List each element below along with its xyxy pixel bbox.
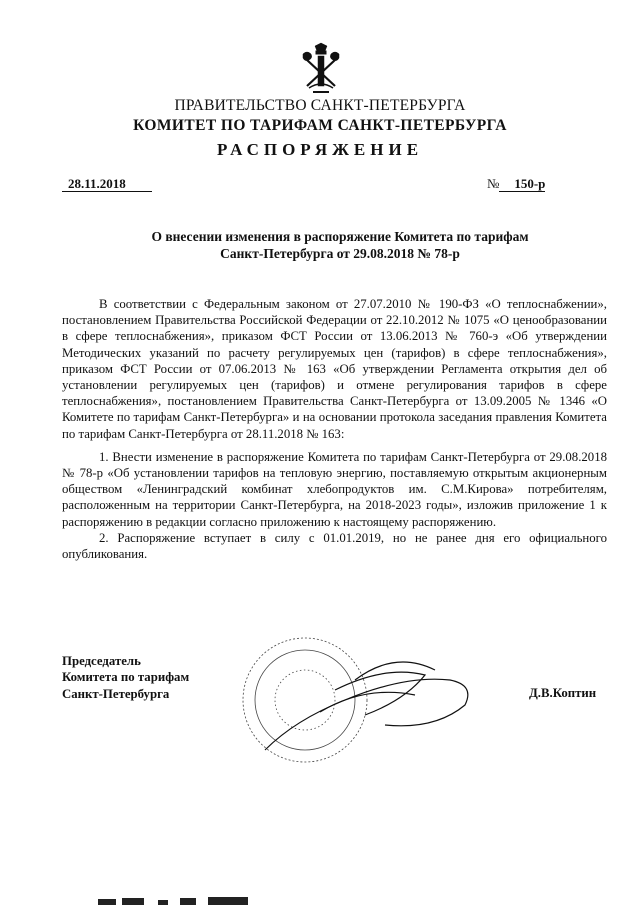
signatory-title-line-1: Председатель (62, 654, 141, 668)
coat-of-arms-icon (295, 42, 347, 94)
document-subject (60, 228, 620, 262)
signatory-name: Д.В.Коптин (529, 686, 597, 700)
signatory-title-line-2: Комитета по тарифам (62, 670, 190, 685)
document-date: 28.11.2018 (62, 176, 152, 192)
preamble-paragraph: В соответствии с Федеральным законом от 27.07.2010 № 190-ФЗ «О теплоснабжении», постановлением Правительства Российской Федерации от 22.10.2012 № 1075 «О ценообразовании в сфере теплоснабжения», приказом ФСТ России от 13.06.2013 № 760-э «Об утверждении Методических указаний по расчету регулируемых цен (тарифов) в сфере теплоснабжения», приказом ФСТ России от 07.06.2013 № 163 «Об утверждении Регламента открытия дел об установлении регулируемых цен (тарифов) и отмене регулирования тарифов в сфере теплоснабжения», постановлением Правительства Санкт-Петербурга от 13.09.2005 № 1346 «О Комитете по тарифам Санкт-Петербурга» и на основании протокола заседания правления Комитета по тарифам Санкт-Петербурга от 28.11.2018 № 163: (62, 297, 607, 441)
signatory-title (62, 653, 189, 702)
cropped-footer-marks (98, 896, 298, 905)
seal-stamp-icon (235, 630, 485, 780)
subject-line-1: О внесении изменения в распоряжение Комитета по тарифам (151, 229, 529, 244)
document-body (62, 296, 607, 562)
document-number (487, 176, 545, 192)
committee-heading: КОМИТЕТ ПО ТАРИФАМ САНКТ-ПЕТЕРБУРГА (133, 117, 507, 134)
subject-line-2: Санкт-Петербурга от 29.08.2018 № 78-р (220, 246, 460, 261)
number-value: 150-р (499, 176, 545, 192)
item-2-paragraph: 2. Распоряжение вступает в силу с 01.01.2019, но не ранее дня его официального опубликования. (62, 530, 607, 562)
document-type-heading: РАСПОРЯЖЕНИЕ (216, 140, 424, 159)
signatory-title-line-3: Санкт-Петербурга (62, 686, 170, 701)
government-heading: ПРАВИТЕЛЬСТВО САНКТ-ПЕТЕРБУРГА (174, 97, 466, 114)
item-1-paragraph: 1. Внести изменение в распоряжение Комитета по тарифам Санкт-Петербурга от 29.08.2018 № 78-р «Об установлении тарифов на тепловую энергию, поставляемую открытым акционерным обществом «Ленинградский комбинат хлебопродуктов им. С.М.Кирова» потребителям, расположенным на территории Санкт-Петербурга, на 2018-2023 годы», изложив приложение 1 к распоряжению в редакции согласно приложению к настоящему распоряжению. (62, 449, 607, 529)
number-sign: № (487, 176, 500, 191)
